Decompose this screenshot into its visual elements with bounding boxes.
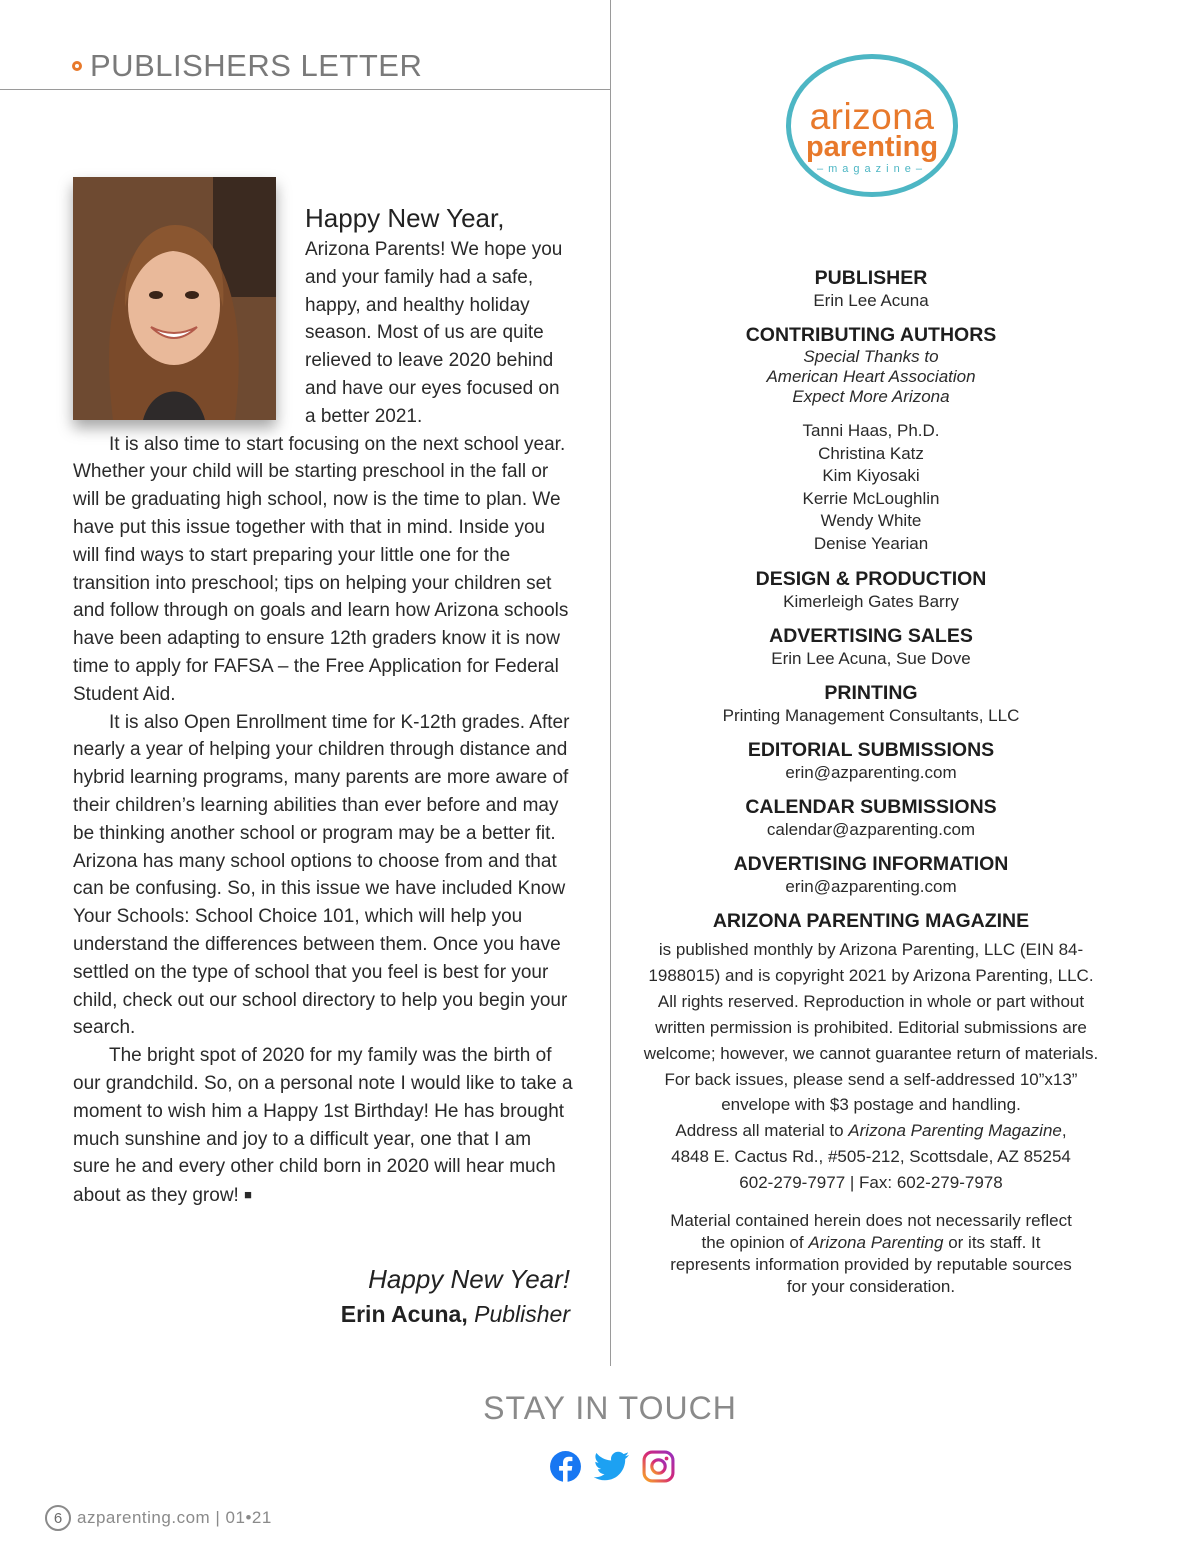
masthead-ad-sales [640, 624, 1102, 669]
author-name: Tanni Haas, Ph.D. [802, 421, 940, 440]
letter-greeting: Happy New Year, [305, 203, 505, 233]
arizona-parenting-logo [786, 54, 958, 197]
masthead-magazine [640, 909, 1102, 1298]
masthead-calendar [640, 795, 1102, 840]
author-name: Kerrie McLoughlin [802, 488, 940, 508]
letter-paragraph-4 [73, 1042, 573, 1210]
circle-bullet-icon [72, 61, 82, 71]
ad-sales-names: Erin Lee Acuna, Sue Dove [771, 649, 971, 668]
stay-in-touch-title: STAY IN TOUCH [483, 1390, 737, 1426]
footer-text[interactable]: azparenting.com | 01•21 [77, 1508, 272, 1527]
page-number: 6 [45, 1505, 71, 1531]
address-line: Address all material to Arizona Parenting Magazine, [675, 1121, 1067, 1141]
author-name: Kim Kiyosaki [822, 466, 920, 485]
author-name: Christina Katz [818, 443, 924, 463]
ad-sales-label: ADVERTISING SALES [769, 625, 973, 647]
street-address: 4848 E. Cactus Rd., #505-212, Scottsdale, AZ 85254 [671, 1147, 1071, 1167]
photo-wrap-spacer [73, 200, 305, 430]
disclaimer-b: or its staff. It represents information provided by reputable sources for your consideration. [670, 1233, 1072, 1297]
publication-notice [640, 937, 1102, 1196]
calendar-label: CALENDAR SUBMISSIONS [745, 796, 997, 818]
publisher-letter [73, 200, 573, 1210]
masthead-editorial [640, 738, 1102, 783]
publication-text: is published monthly by Arizona Parenting, LLC (EIN 84-1988015) and is copyright 2021 by Arizona Parenting, LLC. All rights reserved. Reproduction in whole or part without written permission is prohibited. Editorial submissions are welcome; however, we cannot guarantee return of materials. For back issues, please send a self-addressed 10”x13” envelope with $3 postage and handling. [643, 940, 1099, 1115]
column-divider [610, 0, 611, 1366]
printing-name: Printing Management Consultants, LLC [722, 706, 1020, 725]
masthead-publisher [640, 266, 1102, 311]
publisher-label: PUBLISHER [814, 267, 928, 289]
publisher-name: Erin Lee Acuna [813, 291, 929, 310]
section-header [72, 46, 422, 86]
calendar-email[interactable]: calendar@azparenting.com [766, 820, 976, 839]
thanks-org-1: American Heart Association [766, 367, 976, 386]
masthead [640, 266, 1102, 1298]
editorial-label: EDITORIAL SUBMISSIONS [747, 739, 995, 761]
author-name: Denise Yearian [813, 533, 929, 553]
magazine-label: ARIZONA PARENTING MAGAZINE [712, 910, 1030, 932]
signature-name: Erin Acuna, [340, 1301, 468, 1327]
masthead-contributors [640, 323, 1102, 555]
section-title: PUBLISHERS LETTER [90, 48, 423, 83]
header-rule [0, 89, 610, 90]
printing-label: PRINTING [824, 682, 918, 704]
instagram-icon[interactable] [642, 1450, 675, 1483]
logo-line-parenting: parenting [805, 131, 939, 163]
masthead-ad-info [640, 852, 1102, 897]
thanks-org-2: Expect More Arizona [792, 387, 950, 406]
masthead-printing [640, 681, 1102, 726]
facebook-icon[interactable] [549, 1450, 582, 1483]
ad-info-email[interactable]: erin@azparenting.com [785, 877, 957, 896]
social-links [549, 1450, 675, 1483]
signature-role: Publisher [474, 1301, 570, 1327]
twitter-icon[interactable] [594, 1450, 630, 1483]
masthead-design [640, 567, 1102, 612]
editorial-email[interactable]: erin@azparenting.com [785, 763, 957, 782]
ad-info-label: ADVERTISING INFORMATION [733, 853, 1009, 875]
design-name: Kimerleigh Gates Barry [783, 592, 959, 611]
author-name: Wendy White [820, 511, 922, 530]
author-list [640, 420, 1102, 555]
address-magazine: Arizona Parenting Magazine [848, 1121, 1062, 1141]
letter-paragraph-2: It is also time to start focusing on the next school year. Whether your child will be starting preschool in the fall or will be graduating high school, now is the time to plan. We have put this issue together with that in mind. Inside you will find ways to start preparing your little one for the transition into preschool; tips on helping your children set and follow through on goals and learn how Arizona schools have been adapting to ensure 12th graders know it is now time to apply for FAFSA – the Free Application for Federal Student Aid. [73, 433, 569, 705]
end-mark-icon: ■ [244, 1187, 252, 1203]
letter-paragraph-4-text: The bright spot of 2020 for my family was the birth of our grandchild. So, on a personal note I would like to take a moment to wish him a Happy 1st Birthday! He has brought much sunshine and joy to a difficult year, one that I am sure he and every other child born in 2020 will hear much about as they grow! [73, 1045, 573, 1207]
special-thanks: Special Thanks to [803, 347, 939, 366]
logo-line-magazine: –magazine– [817, 163, 927, 175]
address-prefix: Address all material to [675, 1121, 844, 1141]
closing-line: Happy New Year! [368, 1264, 570, 1294]
letter-paragraph-1: Arizona Parents! We hope you and your family had a safe, happy, and healthy holiday season. Most of us are quite relieved to leave 2020 behind and have our eyes focused on a better 2021. [305, 239, 563, 427]
disclaimer [640, 1210, 1102, 1298]
letter-paragraph-3: It is also Open Enrollment time for K-12th grades. After nearly a year of helping your children through distance and hybrid learning programs, many parents are more aware of their children’s learning abilities than ever before and may be thinking another school or program may be a better fit. Arizona has many school options to choose from and that can be confusing. So, in this issue we have included Know Your Schools: School Choice 101, which will help you understand the differences between them. Once you have settled on the type of school that you feel is best for your child, check out our school directory to help you begin your search. [73, 711, 570, 1039]
signature [341, 1296, 570, 1332]
contributors-label: CONTRIBUTING AUTHORS [745, 324, 997, 346]
design-label: DESIGN & PRODUCTION [755, 568, 987, 590]
page-footer [45, 1505, 272, 1531]
phone-fax: 602-279-7977 | Fax: 602-279-7978 [739, 1173, 1003, 1193]
disclaimer-a: Material contained herein does not necessarily reflect the opinion of [670, 1211, 1072, 1253]
signoff [341, 1262, 570, 1332]
logo-line-arizona: arizona [809, 96, 935, 137]
disclaimer-magazine: Arizona Parenting [808, 1233, 944, 1253]
